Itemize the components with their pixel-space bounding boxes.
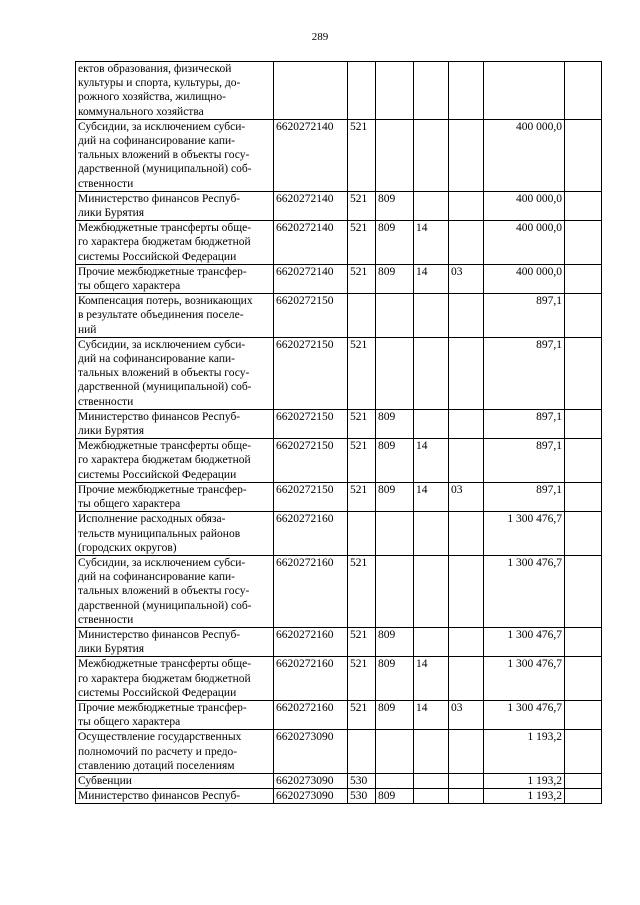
cell-empty [565,700,602,729]
cell-target-code: 6620272150 [274,409,348,438]
cell-administrator [376,773,414,788]
cell-target-code: 6620272160 [274,555,348,627]
name-line: дий на софинансирование капи- [78,135,235,148]
name-line: го характера бюджетам бюджетной [78,236,251,249]
cell-amount: 1 193,2 [484,789,565,804]
cell-subsection [449,409,484,438]
cell-name [76,294,274,338]
cell-amount: 400 000,0 [484,221,565,265]
cell-name [76,191,274,220]
cell-administrator [376,337,414,409]
cell-empty [565,657,602,701]
name-line: Прочие межбюджетные трансфер- [78,483,247,496]
cell-empty [565,555,602,627]
cell-administrator [376,119,414,191]
cell-administrator [376,730,414,774]
name-line: Министерство финансов Респуб- [78,628,241,641]
cell-expense-type: 521 [348,119,376,191]
cell-target-code: 6620272150 [274,439,348,483]
name-line: го характера бюджетам бюджетной [78,454,251,467]
cell-empty [565,627,602,656]
cell-empty [565,439,602,483]
budget-table [75,61,602,804]
table-row [76,337,602,409]
name-line: в результате объединения поселе- [78,309,244,322]
cell-expense-type [348,730,376,774]
name-line: Субсидии, за исключением субси- [78,338,246,351]
table-row [76,555,602,627]
cell-empty [565,730,602,774]
name-line: Субсидии, за исключением субси- [78,120,246,133]
cell-target-code: 6620272140 [274,191,348,220]
cell-administrator: 809 [376,264,414,293]
cell-amount: 1 300 476,7 [484,700,565,729]
cell-name [76,221,274,265]
name-line: ственности [78,613,134,626]
name-line: го характера бюджетам бюджетной [78,672,251,685]
cell-name [76,62,274,120]
name-line: Прочие межбюджетные трансфер- [78,265,247,278]
name-line: лики Бурятия [78,425,145,438]
name-line: ты общего характера [78,498,181,511]
cell-target-code: 6620273090 [274,773,348,788]
cell-section [414,512,449,556]
table-body [76,62,602,804]
name-line: рожного хозяйства, жилищно- [78,91,227,104]
cell-section [414,730,449,774]
cell-subsection [449,62,484,120]
name-line: Прочие межбюджетные трансфер- [78,701,247,714]
name-line: культуры и спорта, культуры, до- [78,77,241,90]
cell-expense-type: 530 [348,789,376,804]
table-row [76,657,602,701]
table-row [76,789,602,804]
cell-administrator [376,294,414,338]
name-line: дий на софинансирование капи- [78,571,235,584]
cell-section [414,191,449,220]
cell-name [76,773,274,788]
cell-empty [565,191,602,220]
cell-subsection [449,555,484,627]
cell-amount: 400 000,0 [484,191,565,220]
cell-subsection: 03 [449,700,484,729]
cell-target-code: 6620272150 [274,482,348,511]
name-line: Межбюджетные трансферты обще- [78,440,252,453]
table-row [76,119,602,191]
cell-empty [565,789,602,804]
name-line: Осуществление государственных [78,731,242,744]
cell-amount: 897,1 [484,409,565,438]
name-line: тальных вложений в объекты госу- [78,149,250,162]
cell-name [76,730,274,774]
cell-target-code: 6620272160 [274,700,348,729]
cell-expense-type: 521 [348,555,376,627]
cell-subsection [449,773,484,788]
name-line: (городских округов) [78,541,177,554]
cell-amount: 897,1 [484,337,565,409]
cell-target-code [274,62,348,120]
name-line: тельств муниципальных районов [78,527,241,540]
cell-target-code: 6620272140 [274,264,348,293]
cell-name [76,789,274,804]
table-row [76,409,602,438]
cell-empty [565,773,602,788]
cell-section [414,627,449,656]
cell-name [76,409,274,438]
name-line: ты общего характера [78,280,181,293]
cell-expense-type: 521 [348,439,376,483]
cell-section [414,773,449,788]
cell-subsection: 03 [449,482,484,511]
cell-subsection [449,789,484,804]
cell-expense-type: 521 [348,221,376,265]
cell-name [76,700,274,729]
cell-empty [565,119,602,191]
name-line: системы Российской Федерации [78,686,237,699]
cell-amount: 400 000,0 [484,119,565,191]
cell-amount: 400 000,0 [484,264,565,293]
table-row [76,700,602,729]
name-line: Министерство финансов Респуб- [78,790,241,803]
cell-target-code: 6620273090 [274,730,348,774]
name-line: Компенсация потерь, возникающих [78,295,253,308]
cell-amount: 1 300 476,7 [484,512,565,556]
table-row [76,221,602,265]
cell-section [414,789,449,804]
cell-amount: 1 300 476,7 [484,555,565,627]
cell-expense-type: 521 [348,264,376,293]
cell-target-code: 6620272140 [274,119,348,191]
cell-administrator: 809 [376,657,414,701]
cell-expense-type: 521 [348,700,376,729]
cell-empty [565,409,602,438]
cell-subsection [449,119,484,191]
cell-name [76,264,274,293]
name-line: лики Бурятия [78,643,145,656]
cell-name [76,482,274,511]
cell-expense-type: 530 [348,773,376,788]
cell-expense-type: 521 [348,482,376,511]
cell-section: 14 [414,264,449,293]
cell-subsection [449,657,484,701]
cell-section [414,409,449,438]
cell-amount: 1 300 476,7 [484,657,565,701]
cell-subsection [449,221,484,265]
cell-expense-type: 521 [348,409,376,438]
name-line: дарственной (муниципальной) соб- [78,163,252,176]
name-line: ственности [78,177,134,190]
cell-subsection [449,730,484,774]
name-line: Министерство финансов Респуб- [78,410,241,423]
cell-name [76,439,274,483]
cell-empty [565,294,602,338]
cell-subsection [449,512,484,556]
cell-administrator: 809 [376,221,414,265]
table-row [76,773,602,788]
table-row [76,191,602,220]
cell-name [76,512,274,556]
name-line: полномочий по расчету и предо- [78,745,238,758]
cell-section: 14 [414,439,449,483]
cell-administrator: 809 [376,439,414,483]
cell-amount: 1 193,2 [484,730,565,774]
cell-empty [565,512,602,556]
cell-administrator: 809 [376,191,414,220]
cell-amount [484,62,565,120]
cell-name [76,555,274,627]
cell-administrator [376,555,414,627]
cell-target-code: 6620272160 [274,627,348,656]
name-line: ставлению дотаций поселениям [78,759,235,772]
cell-target-code: 6620272160 [274,657,348,701]
cell-section: 14 [414,657,449,701]
page-number: 289 [311,31,329,43]
table-row [76,62,602,120]
name-line: Исполнение расходных обяза- [78,513,226,526]
cell-target-code: 6620272140 [274,221,348,265]
name-line: Межбюджетные трансферты обще- [78,658,252,671]
cell-administrator [376,62,414,120]
cell-empty [565,337,602,409]
cell-administrator: 809 [376,789,414,804]
cell-expense-type [348,294,376,338]
table-row [76,512,602,556]
cell-section [414,555,449,627]
cell-name [76,627,274,656]
cell-subsection: 03 [449,264,484,293]
cell-target-code: 6620272150 [274,294,348,338]
cell-section [414,294,449,338]
cell-amount: 897,1 [484,439,565,483]
table-row [76,439,602,483]
table-row [76,294,602,338]
name-line: коммунального хозяйства [78,105,204,118]
cell-amount: 897,1 [484,294,565,338]
name-line: ний [78,323,97,336]
cell-expense-type: 521 [348,627,376,656]
name-line: дарственной (муниципальной) соб- [78,599,252,612]
cell-empty [565,264,602,293]
cell-empty [565,62,602,120]
cell-amount: 1 193,2 [484,773,565,788]
name-line: дарственной (муниципальной) соб- [78,381,252,394]
name-line: Субсидии, за исключением субси- [78,556,246,569]
cell-administrator: 809 [376,409,414,438]
cell-subsection [449,294,484,338]
name-line: Субвенции [78,774,132,787]
cell-administrator: 809 [376,700,414,729]
cell-expense-type [348,62,376,120]
name-line: Межбюджетные трансферты обще- [78,222,252,235]
cell-section [414,119,449,191]
cell-amount: 1 300 476,7 [484,627,565,656]
cell-subsection [449,337,484,409]
cell-name [76,119,274,191]
cell-name [76,337,274,409]
table-row [76,730,602,774]
cell-subsection [449,627,484,656]
name-line: ственности [78,395,134,408]
cell-section: 14 [414,482,449,511]
cell-empty [565,482,602,511]
cell-section [414,62,449,120]
cell-section: 14 [414,221,449,265]
cell-section [414,337,449,409]
cell-target-code: 6620272160 [274,512,348,556]
cell-subsection [449,191,484,220]
cell-amount: 897,1 [484,482,565,511]
cell-subsection [449,439,484,483]
cell-target-code: 6620273090 [274,789,348,804]
cell-section: 14 [414,700,449,729]
cell-expense-type: 521 [348,191,376,220]
cell-administrator [376,512,414,556]
cell-empty [565,221,602,265]
cell-name [76,657,274,701]
table-row [76,264,602,293]
name-line: системы Российской Федерации [78,250,237,263]
cell-expense-type: 521 [348,337,376,409]
cell-administrator: 809 [376,482,414,511]
name-line: тальных вложений в объекты госу- [78,367,250,380]
name-line: тальных вложений в объекты госу- [78,585,250,598]
cell-target-code: 6620272150 [274,337,348,409]
cell-expense-type [348,512,376,556]
name-line: системы Российской Федерации [78,468,237,481]
name-line: ты общего характера [78,716,181,729]
cell-administrator: 809 [376,627,414,656]
name-line: Министерство финансов Респуб- [78,192,241,205]
name-line: дий на софинансирование капи- [78,353,235,366]
table-row [76,627,602,656]
name-line: ектов образования, физической [78,63,232,75]
table-row [76,482,602,511]
cell-expense-type: 521 [348,657,376,701]
name-line: лики Бурятия [78,207,145,220]
